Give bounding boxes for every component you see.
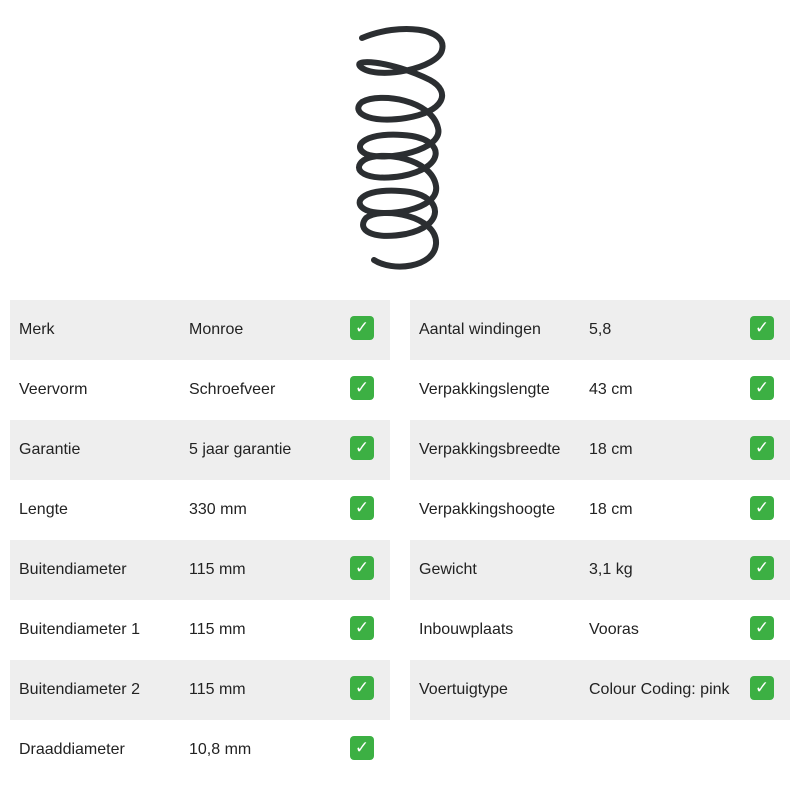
- spec-label: Buitendiameter 2: [19, 681, 140, 698]
- spec-row-merk: [10, 300, 390, 360]
- spec-row-verpakkingslengte: [410, 360, 790, 420]
- spec-value: 115 mm: [189, 681, 246, 698]
- spec-value: Schroefveer: [189, 381, 276, 398]
- spec-label: Draaddiameter: [19, 741, 125, 758]
- check-icon: ✓: [750, 616, 774, 640]
- spec-label: Gewicht: [419, 561, 477, 578]
- spec-value: 330 mm: [189, 501, 247, 518]
- spec-value: Vooras: [589, 621, 639, 638]
- spec-label: Verpakkingshoogte: [419, 501, 556, 518]
- spec-table-right: [410, 300, 790, 720]
- coil-spring-image: [340, 20, 460, 280]
- spec-value: 3,1 kg: [589, 561, 633, 578]
- spec-row-verpakkingsbreedte: [410, 420, 790, 480]
- spec-row-voertuigtype: [410, 660, 790, 720]
- spec-label: Lengte: [19, 501, 68, 518]
- spec-label: Merk: [19, 321, 55, 338]
- check-icon: ✓: [350, 736, 374, 760]
- check-icon: ✓: [750, 436, 774, 460]
- check-icon: ✓: [350, 496, 374, 520]
- check-icon: ✓: [350, 676, 374, 700]
- spec-row-buitendiameter: [10, 540, 390, 600]
- check-icon: ✓: [350, 436, 374, 460]
- spec-value: 10,8 mm: [189, 741, 252, 758]
- spec-row-garantie: [10, 420, 390, 480]
- spec-value: 18 cm: [589, 441, 633, 458]
- spec-label: Voertuigtype: [419, 681, 508, 698]
- check-icon: ✓: [350, 316, 374, 340]
- check-icon: ✓: [750, 556, 774, 580]
- check-icon: ✓: [350, 556, 374, 580]
- check-icon: ✓: [350, 376, 374, 400]
- spec-value: 43 cm: [589, 381, 633, 398]
- spec-label: Veervorm: [19, 381, 88, 398]
- spec-table-left: [10, 300, 390, 780]
- check-icon: ✓: [750, 676, 774, 700]
- spec-row-buitendiameter-2: [10, 660, 390, 720]
- spec-label: Aantal windingen: [419, 321, 541, 338]
- spec-label: Garantie: [19, 441, 81, 458]
- spec-row-lengte: [10, 480, 390, 540]
- spec-value: 5 jaar garantie: [189, 441, 292, 458]
- spec-label: Inbouwplaats: [419, 621, 514, 638]
- spec-value: 115 mm: [189, 561, 246, 578]
- spec-row-veervorm: [10, 360, 390, 420]
- spec-value: 115 mm: [189, 621, 246, 638]
- spec-label: Verpakkingsbreedte: [419, 441, 561, 458]
- spec-row-inbouwplaats: [410, 600, 790, 660]
- spec-row-verpakkingshoogte: [410, 480, 790, 540]
- check-icon: ✓: [750, 376, 774, 400]
- spec-row-draaddiameter: [10, 720, 390, 780]
- spec-row-gewicht: [410, 540, 790, 600]
- spec-value: Monroe: [189, 321, 244, 338]
- coil-spring-icon: [340, 20, 460, 280]
- spec-value: Colour Coding: pink: [589, 681, 730, 698]
- spec-label: Buitendiameter 1: [19, 621, 140, 638]
- check-icon: ✓: [350, 616, 374, 640]
- spec-label: Buitendiameter: [19, 561, 127, 578]
- spec-value: 18 cm: [589, 501, 633, 518]
- check-icon: ✓: [750, 316, 774, 340]
- spec-value: 5,8: [589, 321, 612, 338]
- spec-row-aantal-windingen: [410, 300, 790, 360]
- spec-label: Verpakkingslengte: [419, 381, 550, 398]
- check-icon: ✓: [750, 496, 774, 520]
- spec-row-buitendiameter-1: [10, 600, 390, 660]
